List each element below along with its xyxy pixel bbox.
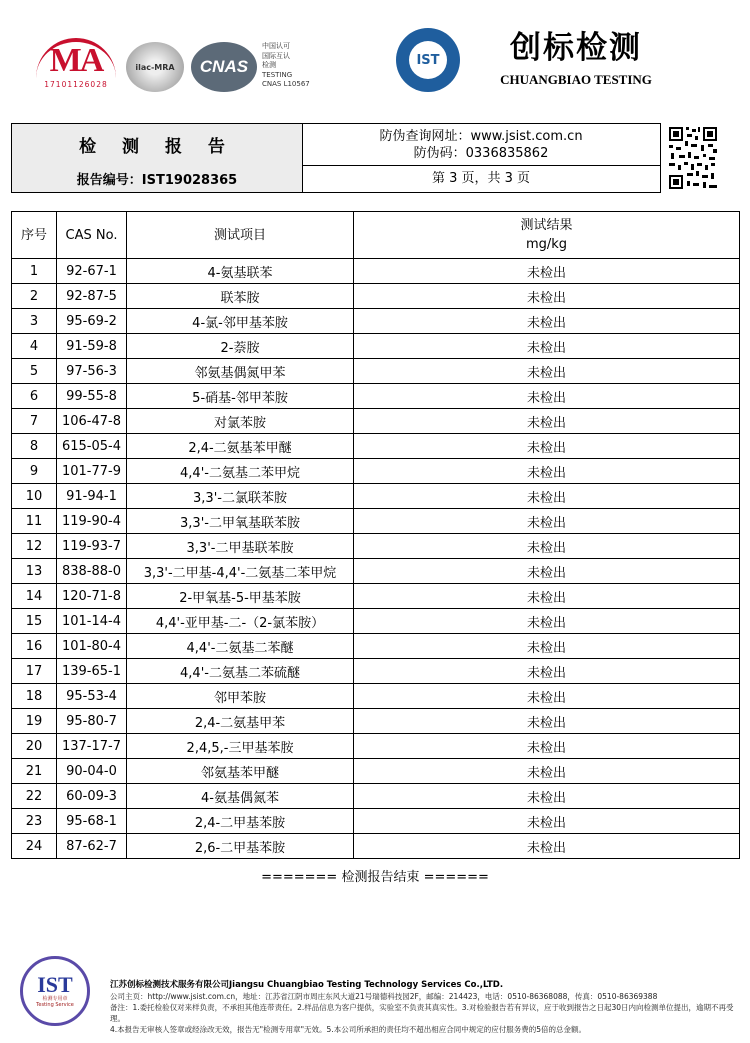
cell-test-item: 3,3'-二甲基联苯胺 [127,534,354,559]
table-row [12,584,740,609]
cell-seq: 14 [12,584,57,609]
cell-seq: 22 [12,784,57,809]
header-result [354,212,740,259]
cell-result: 未检出 [354,309,740,334]
cell-result: 未检出 [354,834,740,859]
company-seal [20,956,90,1026]
brand-name-en: CHUANGBIAO TESTING [500,72,652,87]
cell-result: 未检出 [354,634,740,659]
cell-cas: 615-05-4 [57,434,127,459]
cell-test-item: 2,4-二甲基苯胺 [127,809,354,834]
cell-result: 未检出 [354,734,740,759]
header-result-label: 测试结果 [520,218,573,233]
cell-result: 未检出 [354,409,740,434]
cell-test-item: 对氯苯胺 [127,409,354,434]
cell-cas: 92-87-5 [57,284,127,309]
cell-result: 未检出 [354,284,740,309]
cell-test-item: 3,3'-二甲氧基联苯胺 [127,509,354,534]
report-end-marker: ======= 检测报告结束 ====== [261,870,489,885]
cell-test-item: 2-萘胺 [127,334,354,359]
brand-name-cn: 创标检测 [510,30,642,66]
table-row [12,509,740,534]
cell-test-item: 2,4-二氨基甲苯 [127,709,354,734]
cell-seq: 11 [12,509,57,534]
cell-cas: 95-53-4 [57,684,127,709]
cell-test-item: 2,4-二氨基苯甲醚 [127,434,354,459]
cell-test-item: 4,4'-二氨基二苯醚 [127,634,354,659]
cnas-caption-line: 检测 [262,61,276,69]
ist-logo [396,28,460,92]
cell-seq: 19 [12,709,57,734]
brand-name [496,28,656,88]
cell-result: 未检出 [354,584,740,609]
cell-seq: 4 [12,334,57,359]
cell-test-item: 邻氨基偶氮甲苯 [127,359,354,384]
table-row [12,834,740,859]
table-row [12,434,740,459]
cma-logo [36,38,116,89]
cell-seq: 3 [12,309,57,334]
cell-result: 未检出 [354,259,740,284]
cell-cas: 95-80-7 [57,709,127,734]
cell-seq: 21 [12,759,57,784]
cell-seq: 12 [12,534,57,559]
table-row [12,359,740,384]
cell-cas: 106-47-8 [57,409,127,434]
anti-fake-code: 防伪码：0336835862 [413,145,549,161]
cell-test-item: 4-氨基偶氮苯 [127,784,354,809]
cell-seq: 6 [12,384,57,409]
table-row [12,534,740,559]
table-header-row [12,212,740,259]
cell-cas: 120-71-8 [57,584,127,609]
cnas-caption-line: CNAS L10567 [262,80,310,88]
cell-test-item: 4-氨基联苯 [127,259,354,284]
cell-cas: 119-93-7 [57,534,127,559]
report-title: 检 测 报 告 [79,137,235,157]
cell-cas: 95-68-1 [57,809,127,834]
cell-cas: 97-56-3 [57,359,127,384]
cell-result: 未检出 [354,659,740,684]
cell-seq: 20 [12,734,57,759]
cnas-caption [262,42,310,90]
cell-test-item: 联苯胺 [127,284,354,309]
cell-cas: 101-80-4 [57,634,127,659]
table-row [12,559,740,584]
cell-test-item: 3,3'-二氯联苯胺 [127,484,354,509]
cnas-caption-line: TESTING [262,70,293,79]
qr-code-icon [667,123,719,193]
cell-result: 未检出 [354,459,740,484]
cell-test-item: 2-甲氧基-5-甲基苯胺 [127,584,354,609]
cell-test-item: 2,4,5,-三甲基苯胺 [127,734,354,759]
cell-test-item: 4,4'-二氨基二苯硫醚 [127,659,354,684]
cnas-logo: CNAS [191,42,257,92]
cell-result: 未检出 [354,684,740,709]
seal-subtext: 检测专用章 [42,996,68,1002]
cell-test-item: 5-硝基-邻甲苯胺 [127,384,354,409]
footer-contact: 公司主页：http://www.jsist.com.cn，地址：江苏省江阴市周庄东风大道21号瑞德科技园2F，邮编：214423，电话：0510-86368088，传真：0510-86369388 [110,992,658,1001]
header-result-unit: mg/kg [525,237,568,252]
table-row [12,409,740,434]
ist-logo-text: IST [409,41,447,79]
cell-seq: 5 [12,359,57,384]
table-row [12,259,740,284]
cell-test-item: 邻甲苯胺 [127,684,354,709]
table-row [12,759,740,784]
cell-seq: 2 [12,284,57,309]
cell-result: 未检出 [354,434,740,459]
table-row [12,609,740,634]
cell-result: 未检出 [354,559,740,584]
cell-test-item: 4,4'-亚甲基-二-（2-氯苯胺） [127,609,354,634]
cell-seq: 10 [12,484,57,509]
cell-cas: 137-17-7 [57,734,127,759]
anti-fake-cell [302,124,660,165]
cma-mark: MA [36,38,116,78]
cell-test-item: 4,4'-二氨基二苯甲烷 [127,459,354,484]
cell-result: 未检出 [354,334,740,359]
report-header-box [11,123,661,193]
table-row [12,734,740,759]
cell-result: 未检出 [354,759,740,784]
cell-seq: 18 [12,684,57,709]
cell-cas: 91-59-8 [57,334,127,359]
table-row [12,659,740,684]
cell-result: 未检出 [354,509,740,534]
footer-info [110,980,740,1035]
page-info: 第 3 页，共 3 页 [431,171,531,186]
cell-result: 未检出 [354,784,740,809]
cnas-caption-line: 中国认可 [262,42,290,50]
table-row [12,684,740,709]
cell-seq: 8 [12,434,57,459]
results-table [11,211,740,859]
results-table-body [12,259,740,859]
cell-result: 未检出 [354,359,740,384]
cell-cas: 101-14-4 [57,609,127,634]
logo-bar [36,28,716,108]
table-row [12,809,740,834]
report-number-cell [12,165,303,192]
report-header-row-2 [12,165,660,192]
footer-company: 江苏创标检测技术服务有限公司Jiangsu Chuangbiao Testing Technology Services Co.,LTD. [110,980,504,990]
table-row [12,709,740,734]
cell-seq: 9 [12,459,57,484]
cell-cas: 91-94-1 [57,484,127,509]
header-seq: 序号 [12,212,57,259]
cell-result: 未检出 [354,534,740,559]
cell-result: 未检出 [354,484,740,509]
anti-fake-url: 防伪查询网址：www.jsist.com.cn [379,128,583,144]
cell-cas: 92-67-1 [57,259,127,284]
header-cas: CAS No. [57,212,127,259]
cell-cas: 99-55-8 [57,384,127,409]
table-row [12,784,740,809]
cell-seq: 24 [12,834,57,859]
table-row [12,459,740,484]
footer-note-1: 备注：1.委托检验仅对来样负责，不承担其他连带责任。2.样品信息为客户提供，实验室不负责其真实性。3.对检验报告若有异议，应于收到报告之日起30日内向检测单位提出，逾期不再受理。 [110,1003,734,1023]
table-row [12,309,740,334]
cell-result: 未检出 [354,609,740,634]
footer-note-2: 4.本报告无审核人签章或经涂改无效，报告无"检测专用章"无效。5.本公司所承担的责任均不超出相应合同中规定的应付服务费的5倍的总金额。 [110,1025,586,1034]
report-number: 报告编号：IST19028365 [76,173,238,188]
cell-result: 未检出 [354,384,740,409]
cell-cas: 119-90-4 [57,509,127,534]
cell-cas: 139-65-1 [57,659,127,684]
seal-english: Testing Service [36,1002,74,1008]
cell-seq: 16 [12,634,57,659]
cnas-caption-line: 国际互认 [262,51,290,60]
cell-cas: 101-77-9 [57,459,127,484]
cell-test-item: 4-氯-邻甲基苯胺 [127,309,354,334]
table-row [12,484,740,509]
cell-seq: 17 [12,659,57,684]
cell-seq: 15 [12,609,57,634]
cma-number: 17101126028 [44,80,108,89]
cell-test-item: 2,6-二甲基苯胺 [127,834,354,859]
cell-cas: 95-69-2 [57,309,127,334]
cell-cas: 90-04-0 [57,759,127,784]
cell-test-item: 邻氨基苯甲醚 [127,759,354,784]
table-row [12,634,740,659]
cell-cas: 87-62-7 [57,834,127,859]
header-item: 测试项目 [127,212,354,259]
cell-seq: 13 [12,559,57,584]
cell-result: 未检出 [354,809,740,834]
table-row [12,384,740,409]
cell-cas: 838-88-0 [57,559,127,584]
ilac-mra-logo: ilac-MRA [126,42,184,92]
cell-seq: 23 [12,809,57,834]
report-title-cell [12,124,303,165]
cell-seq: 7 [12,409,57,434]
cell-test-item: 3,3'-二甲基-4,4'-二氨基二苯甲烷 [127,559,354,584]
page-info-cell [302,165,660,192]
seal-text: IST [37,972,73,997]
table-row [12,334,740,359]
cell-result: 未检出 [354,709,740,734]
cell-cas: 60-09-3 [57,784,127,809]
report-header-row-1 [12,124,660,166]
table-row [12,284,740,309]
cell-seq: 1 [12,259,57,284]
